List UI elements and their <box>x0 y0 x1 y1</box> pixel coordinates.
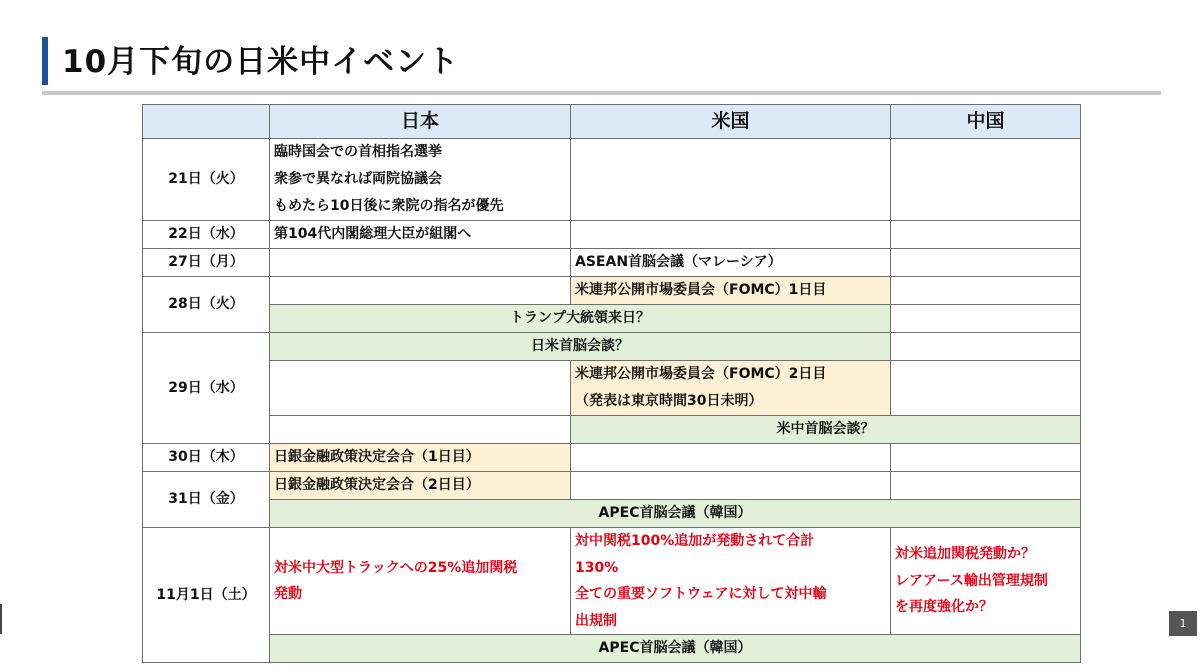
cn-cell <box>891 139 1081 221</box>
cell-text: レアアース輸出管理規制 <box>895 572 1048 589</box>
joint-event-cell: APEC首脳会議（韓国） <box>270 500 1081 528</box>
header-us: 米国 <box>571 105 891 139</box>
us-cell <box>571 472 891 500</box>
cn-cell <box>891 333 1081 361</box>
cell-text: 臨時国会での首相指名選挙 <box>274 144 442 160</box>
header-empty <box>143 105 270 139</box>
cell-text: 発動 <box>274 586 302 602</box>
table-row <box>143 333 1081 361</box>
us-cell <box>571 221 891 249</box>
us-cell <box>571 444 891 472</box>
table-row <box>143 500 1081 528</box>
cn-cell <box>891 528 1081 635</box>
joint-event-cell: APEC首脳会議（韓国） <box>270 635 1081 663</box>
jp-cell <box>270 416 571 444</box>
page-title: 10月下旬の日米中イベント <box>62 44 460 80</box>
joint-event-cell: 米中首脳会談？ <box>571 416 1081 444</box>
jp-cell: 第104代内閣総理大臣が組閣へ <box>270 221 571 249</box>
jp-cell <box>270 249 571 277</box>
cn-cell <box>891 277 1081 305</box>
jp-cell <box>270 361 571 416</box>
cell-text: 出規制 <box>575 612 617 629</box>
us-cell <box>571 528 891 635</box>
table-row <box>143 139 1081 221</box>
joint-event-cell: 日米首脳会談？ <box>270 333 891 361</box>
cell-text: 対米追加関税発動か？ <box>895 546 1035 563</box>
table-row <box>143 444 1081 472</box>
jp-cell <box>270 277 571 305</box>
jp-cell <box>270 139 571 221</box>
events-table <box>142 104 1081 663</box>
jp-cell: 日銀金融政策決定会合（2日目） <box>270 472 571 500</box>
cell-text: 全ての重要ソフトウェアに対して対中輸 <box>575 586 827 602</box>
cell-text: 対中関税100%追加が発動されて合計 <box>575 533 815 549</box>
cell-text: を再度強化か？ <box>895 599 993 616</box>
jp-cell: 日銀金融政策決定会合（1日目） <box>270 444 571 472</box>
us-cell: ASEAN首脳会議（マレーシア） <box>571 249 891 277</box>
title-divider <box>42 91 1161 95</box>
date-cell: 28日（火） <box>143 277 270 333</box>
page-number-badge: 1 <box>1169 611 1197 636</box>
cn-cell <box>891 305 1081 333</box>
table-row <box>143 305 1081 333</box>
header-row <box>143 105 1081 139</box>
cell-text: （発表は東京時間30日未明） <box>575 393 763 409</box>
left-edge-marker <box>0 604 2 634</box>
cell-text: 130% <box>575 559 619 576</box>
jp-cell <box>270 528 571 635</box>
title-accent-bar <box>42 37 48 85</box>
cell-text: もめたら10日後に衆院の指名が優先 <box>274 198 504 214</box>
us-cell <box>571 361 891 416</box>
table-row <box>143 249 1081 277</box>
table-row <box>143 221 1081 249</box>
table-row <box>143 416 1081 444</box>
table-row <box>143 361 1081 416</box>
cn-cell <box>891 221 1081 249</box>
cn-cell <box>891 444 1081 472</box>
header-china: 中国 <box>891 105 1081 139</box>
us-cell: 米連邦公開市場委員会（FOMC）1日目 <box>571 277 891 305</box>
cell-text: 米連邦公開市場委員会（FOMC）2日目 <box>575 366 827 382</box>
cell-text: 対米中大型トラックへの25%追加関税 <box>274 559 518 576</box>
table-row <box>143 472 1081 500</box>
date-cell: 22日（水） <box>143 221 270 249</box>
date-cell: 11月1日（土） <box>143 528 270 663</box>
date-cell: 31日（金） <box>143 472 270 528</box>
date-cell: 27日（月） <box>143 249 270 277</box>
us-cell <box>571 139 891 221</box>
date-cell: 30日（木） <box>143 444 270 472</box>
header-japan: 日本 <box>270 105 571 139</box>
table-row <box>143 635 1081 663</box>
cn-cell <box>891 249 1081 277</box>
cn-cell <box>891 472 1081 500</box>
date-cell: 29日（水） <box>143 333 270 444</box>
table-row <box>143 277 1081 305</box>
cn-cell <box>891 361 1081 416</box>
date-cell: 21日（火） <box>143 139 270 221</box>
cell-text: 衆参で異なれば両院協議会 <box>274 171 442 187</box>
joint-event-cell: トランプ大統領来日？ <box>270 305 891 333</box>
table-row <box>143 528 1081 635</box>
